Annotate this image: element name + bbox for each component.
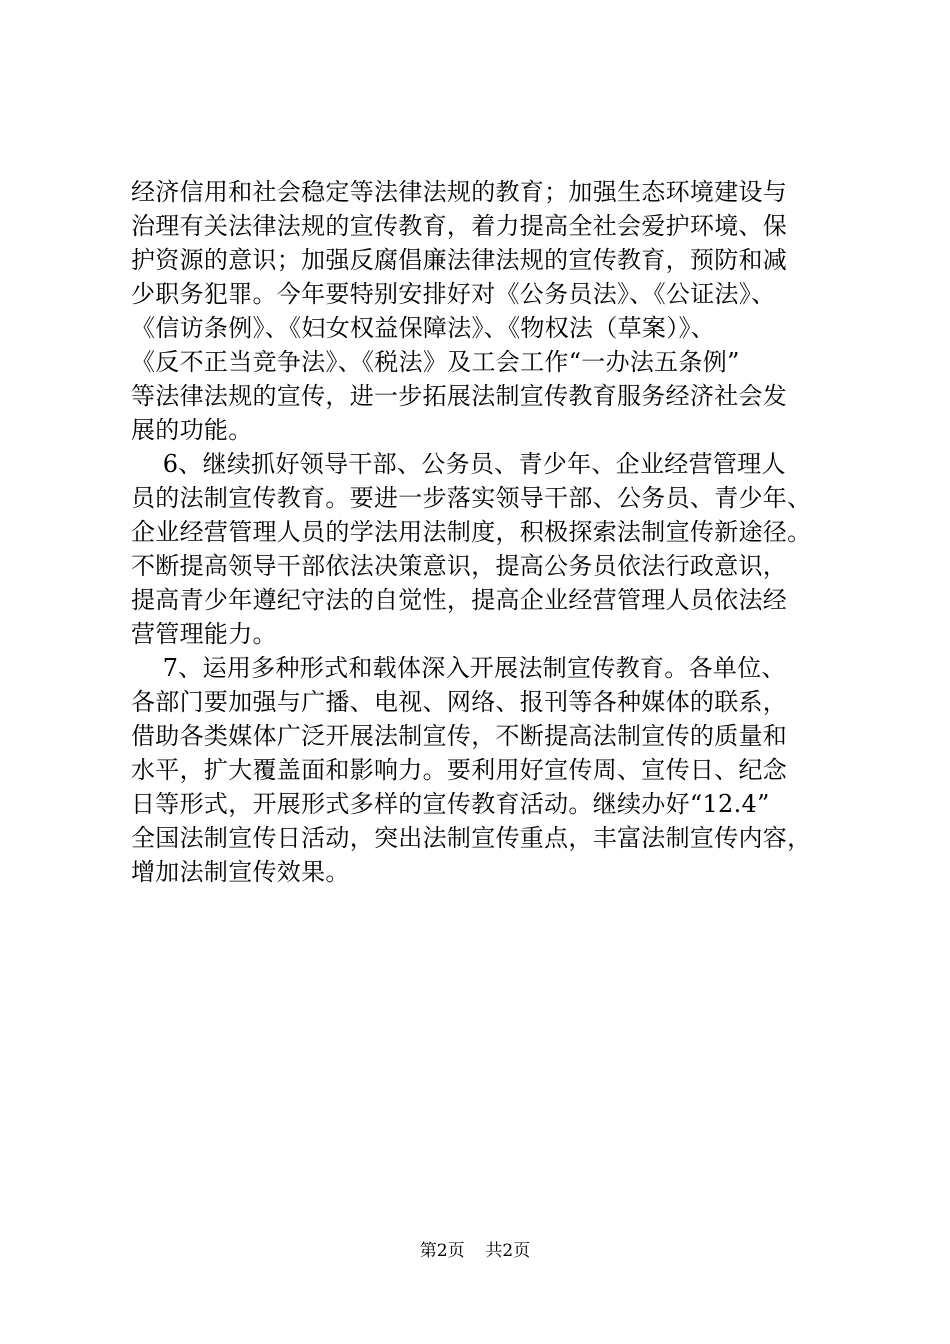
text-line: 《反不正当竞争法》、《税法》及工会工作“一办法五条例” <box>131 348 740 376</box>
text-line: 不断提高领导干部依法决策意识，提高公务员依法行政意识， <box>131 552 788 580</box>
paragraph-7-first-line: 7、运用多种形式和载体深入开展法制宣传教育。各单位、 <box>131 654 786 682</box>
text-line: 少职务犯罪。今年要特别安排好对《公务员法》、《公证法》、 <box>131 280 776 308</box>
text-line: 员的法制宣传教育。要进一步落实领导干部、公务员、青少年、 <box>131 484 812 512</box>
text-line: 借助各类媒体广泛开展法制宣传，不断提高法制宣传的质量和 <box>131 722 788 750</box>
text-line: 等法律法规的宣传，进一步拓展法制宣传教育服务经济社会发 <box>131 382 788 410</box>
text-line: 经济信用和社会稳定等法律法规的教育；加强生态环境建设与 <box>131 178 788 206</box>
text-line: 日等形式，开展形式多样的宣传教育活动。继续办好“12.4” <box>131 790 770 818</box>
page-number: 第2页 <box>419 1241 465 1261</box>
paragraph-6-first-line: 6、继续抓好领导干部、公务员、青少年、企业经营管理人 <box>131 450 786 478</box>
text-line: 企业经营管理人员的学法用法制度，积极探索法制宣传新途径。 <box>131 518 812 546</box>
text-line: 提高青少年遵纪守法的自觉性，提高企业经营管理人员依法经 <box>131 586 788 614</box>
text-line: 营管理能力。 <box>131 620 277 648</box>
text-line: 全国法制宣传日活动，突出法制宣传重点，丰富法制宣传内容， <box>131 824 812 852</box>
page-footer <box>0 1240 950 1262</box>
text-line: 增加法制宣传效果。 <box>131 858 350 886</box>
text-line: 护资源的意识；加强反腐倡廉法律法规的宣传教育，预防和减 <box>131 246 788 274</box>
text-line: 展的功能。 <box>131 416 253 444</box>
page-total: 共2页 <box>485 1241 531 1261</box>
text-line: 《信访条例》、《妇女权益保障法》、《物权法（草案）》、 <box>131 314 716 342</box>
text-line: 治理有关法律法规的宣传教育，着力提高全社会爱护环境、保 <box>131 212 788 240</box>
text-line: 各部门要加强与广播、电视、网络、报刊等各种媒体的联系， <box>131 688 788 716</box>
text-line: 水平，扩大覆盖面和影响力。要利用好宣传周、宣传日、纪念 <box>131 756 788 784</box>
